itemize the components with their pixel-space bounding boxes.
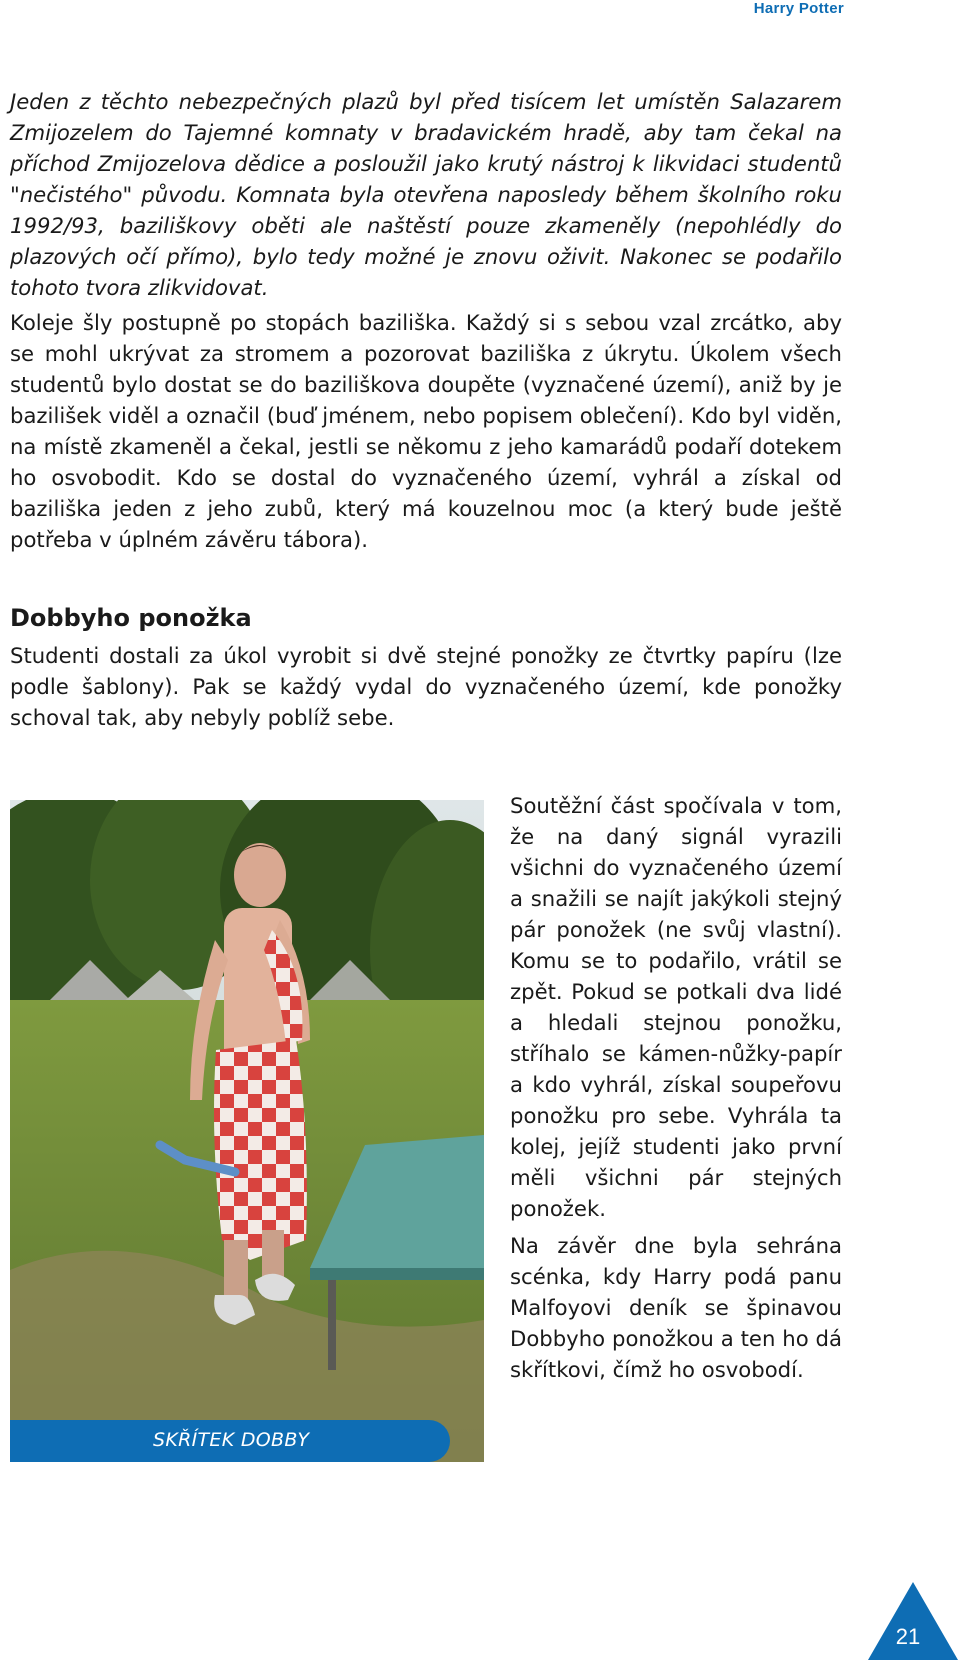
article-body xyxy=(10,86,842,733)
side-column xyxy=(510,790,842,1385)
photo-illustration xyxy=(10,800,484,1462)
page-number: 21 xyxy=(895,1624,921,1649)
dobby-photo xyxy=(10,800,484,1462)
intro-paragraph: Jeden z těchto nebezpečných plazů byl před tisícem let umístěn Salazarem Zmijozelem do Tajemné komnaty v bradavickém hradě, aby tam čekal na příchod Zmijozelova dědice a posloužil jako krutý nástroj k likvidaci studentů "nečistého" původu. Komnata byla otevřena naposledy během školního roku 1992/93, baziliškovy oběti ale naštěstí pouze zkameněly (nepohlédly do plazových očí přímo), bylo tedy možné je znovu oživit. Nakonec se podařilo tohoto tvora zlikvidovat. xyxy=(10,89,842,300)
side-paragraph-1: Soutěžní část spočívala v tom, že na daný signál vyrazili všichni do vyznačeného území a snažili se najít jakýkoli stejný pár ponožek (ne svůj vlastní). Komu se to podařilo, vrátil se zpět. Pokud se potkali dva lidé a hledali stejnou ponožku, stříhalo se kámen-nůžky-papír a kdo vyhrál, získal soupeřovu ponožku pro sebe. Vyhrála ta kolej, jejíž studenti jako první měli všichni pár stejných ponožek. xyxy=(510,793,842,1221)
section-intro-paragraph: Studenti dostali za úkol vyrobit si dvě stejné ponožky ze čtvrtky papíru (lze podle šablony). Pak se každý vydal do vyznačeného území, kde ponožky schoval tak, aby nebyly poblíž sebe. xyxy=(10,643,842,730)
side-paragraph-2: Na závěr dne byla sehrána scénka, kdy Harry podá panu Malfoyovi deník se špinavou Dobbyho ponožkou a ten ho dá skřítkovi, čímž ho osvobodí. xyxy=(510,1233,842,1382)
game-paragraph: Koleje šly postupně po stopách baziliška. Každý si s sebou vzal zrcátko, aby se mohl ukrývat za stromem a pozorovat baziliška z úkrytu. Úkolem všech studentů bylo dostat se do baziliškova doupěte (vyznačené území), aniž by je bazilišek viděl a označil (buď jménem, nebo popisem oblečení). Kdo byl viděn, na místě zkameněl a čekal, jestli se někomu z jeho kamarádů podaří dotekem ho osvobodit. Kdo se dostal do vyznačeného území, vyhrál a získal od baziliška jeden z jeho zubů, který má kouzelnou moc (a který bude ještě potřeba v úplném závěru tábora). xyxy=(10,310,842,552)
running-title: Harry Potter xyxy=(753,0,844,17)
photo-figure xyxy=(10,800,484,1462)
photo-caption: SKŘÍTEK DOBBY xyxy=(153,1429,310,1451)
section-heading: Dobbyho ponožka xyxy=(10,604,252,632)
